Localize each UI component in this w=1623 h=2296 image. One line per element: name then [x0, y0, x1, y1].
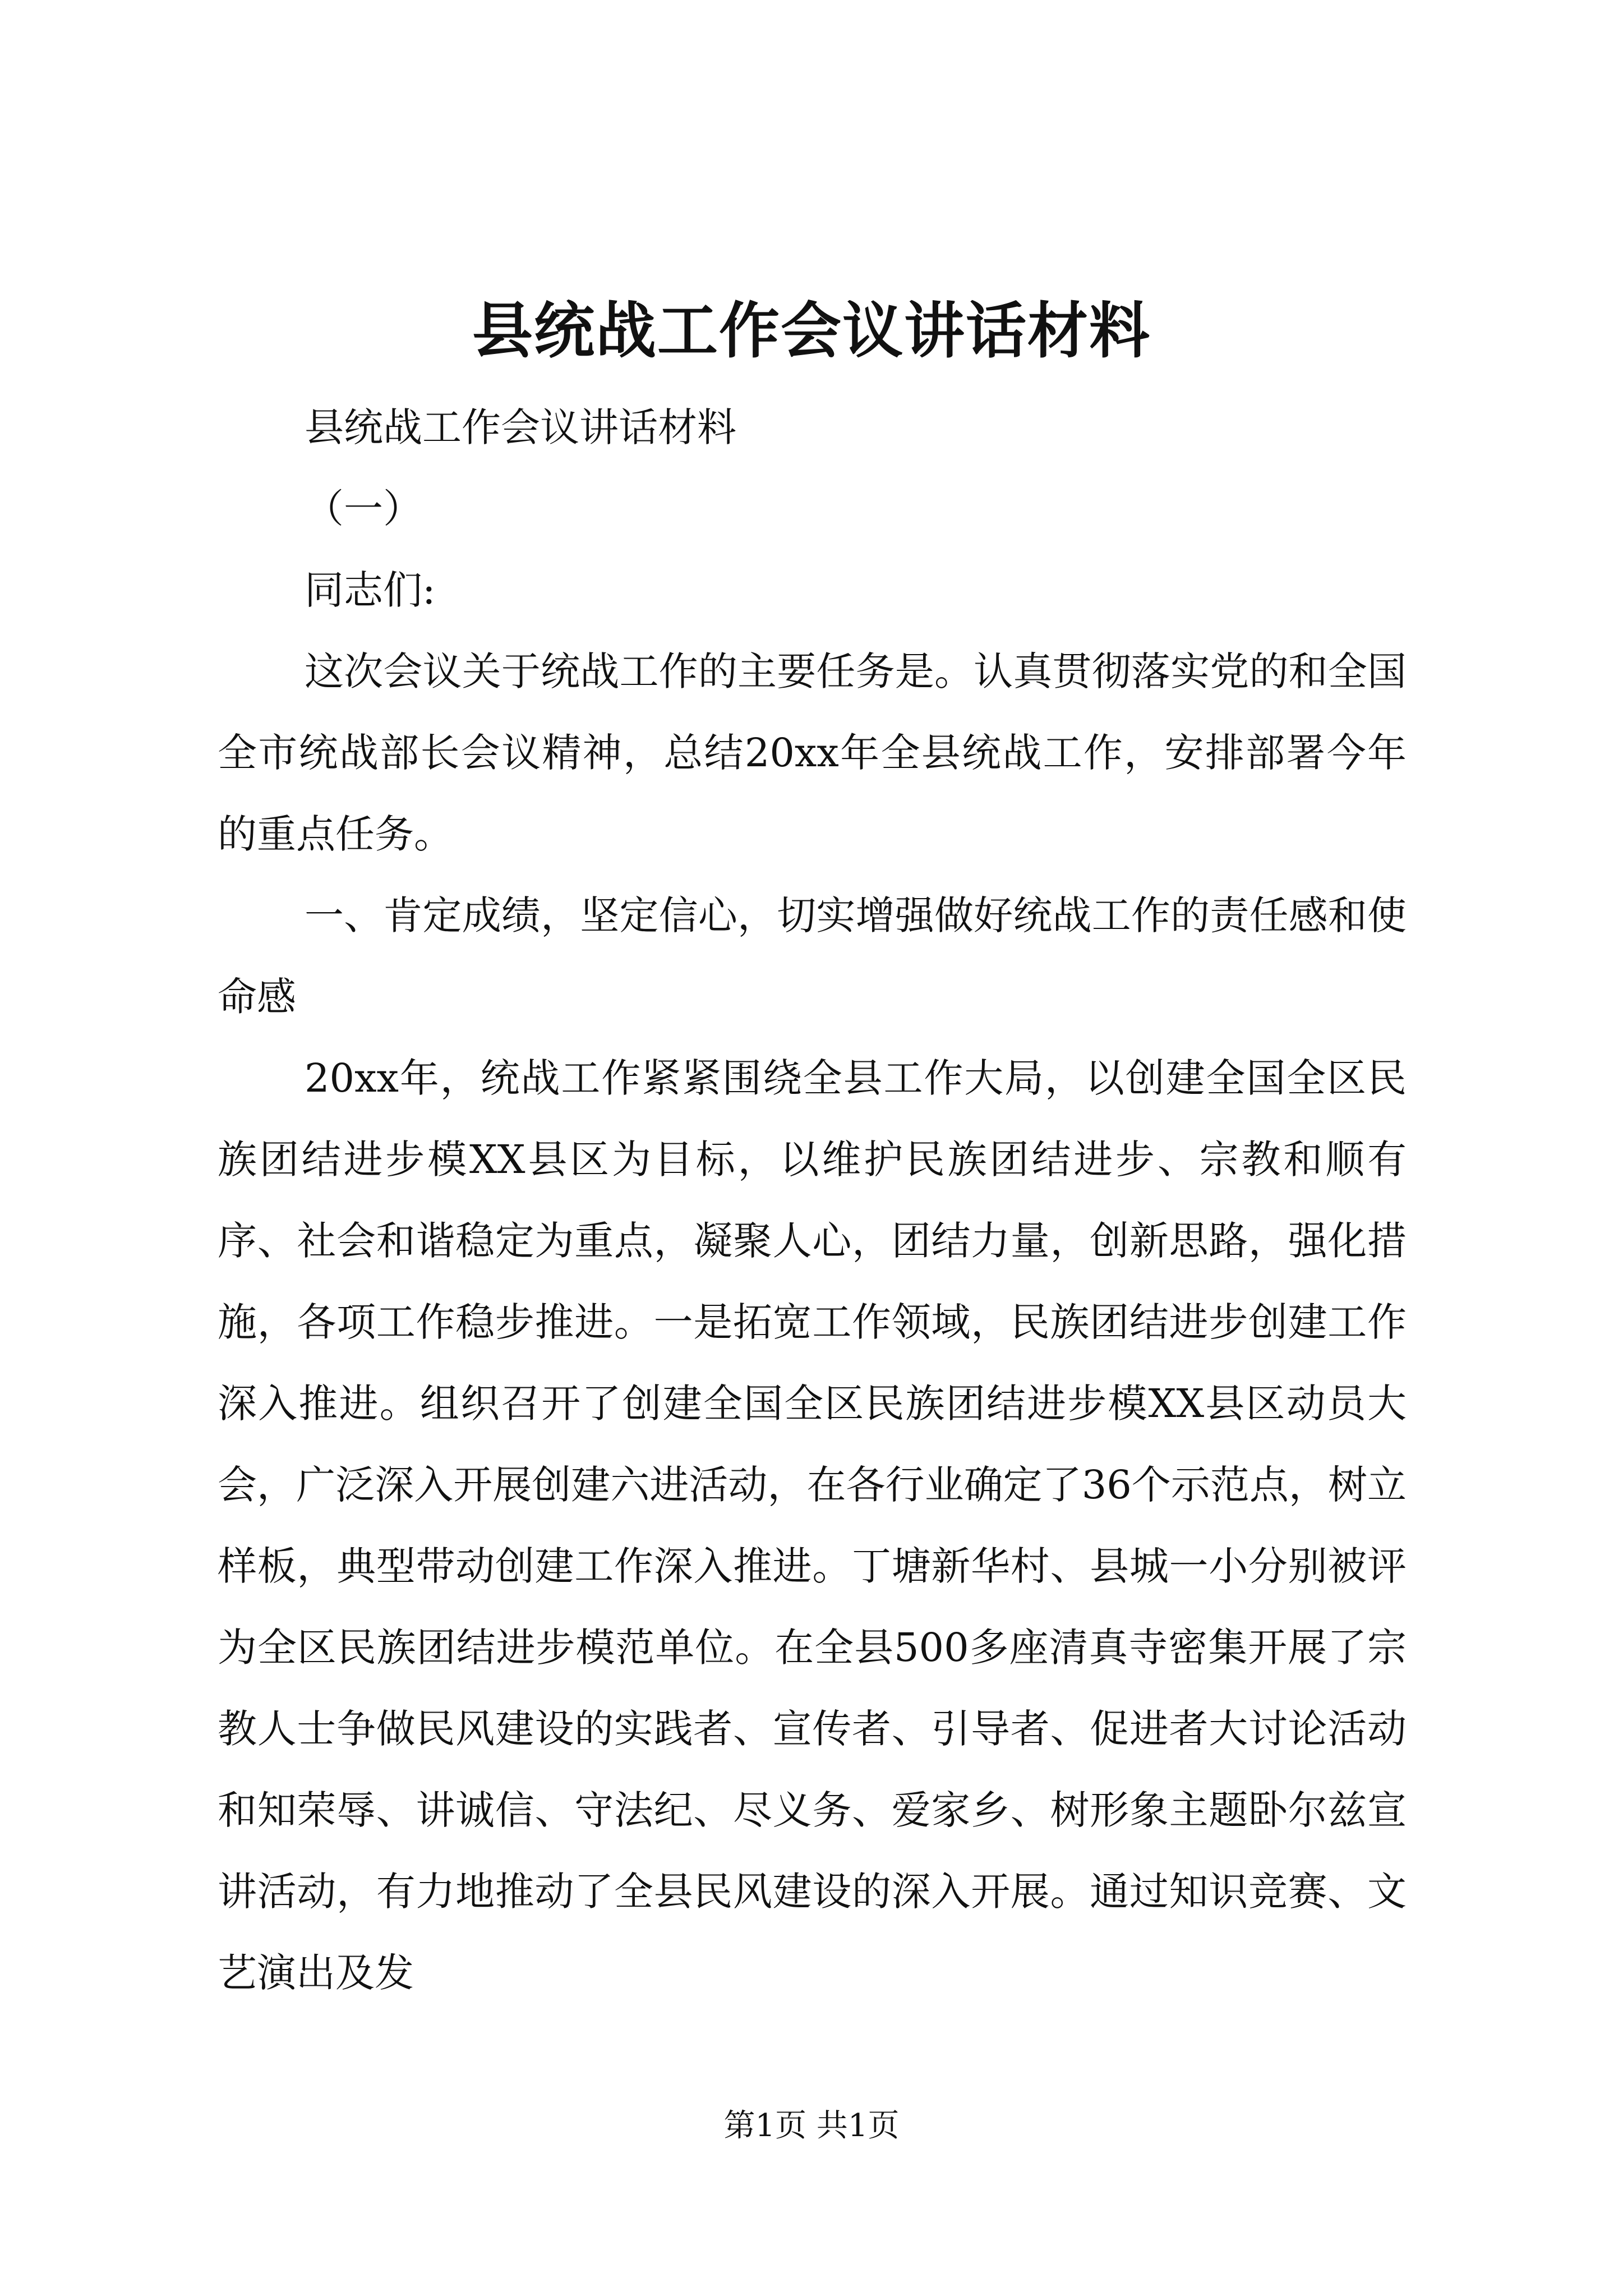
document-title: 县统战工作会议讲话材料	[472, 296, 1151, 366]
page-footer: 第1页 共1页	[723, 2108, 900, 2144]
content-paragraph: 20xx年，统战工作紧紧围绕全县工作大局，以创建全国全区民族团结进步模XX县区为目标，以维护民族团结进步、宗教和顺有序、社会和谐稳定为重点，凝聚人心，团结力量，创新思路，强化措施，各项工作稳步推进。一是拓宽工作领域，民族团结进步创建工作深入推进。组织召开了创建全国全区民族团结进步模XX县区动员大会，广泛深入开展创建六进活动，在各行业确定了36个示范点，树立样板，典型带动创建工作深入推进。丁塘新华村、县城一小分别被评为全区民族团结进步模范单位。在全县500多座清真寺密集开展了宗教人士争做民风建设的实践者、宣传者、引导者、促进者大讨论活动和知荣辱、讲诚信、守法纪、尽义务、爱家乡、树形象主题卧尔兹宣讲活动，有力地推动了全县民风建设的深入开展。通过知识竞赛、文艺演出及发	[218, 1055, 1407, 1996]
intro-paragraph: 这次会议关于统战工作的主要任务是。认真贯彻落实党的和全国全市统战部长会议精神，总结20xx年全县统战工作，安排部署今年的重点任务。	[218, 648, 1407, 857]
document-body	[218, 387, 1407, 2014]
section-number-paragraph: （一）	[305, 486, 422, 532]
subtitle-paragraph: 县统战工作会议讲话材料	[305, 404, 736, 450]
salutation-paragraph: 同志们:	[305, 567, 436, 613]
heading-paragraph: 一、肯定成绩，坚定信心，切实增强做好统战工作的责任感和使命感	[218, 892, 1407, 1020]
